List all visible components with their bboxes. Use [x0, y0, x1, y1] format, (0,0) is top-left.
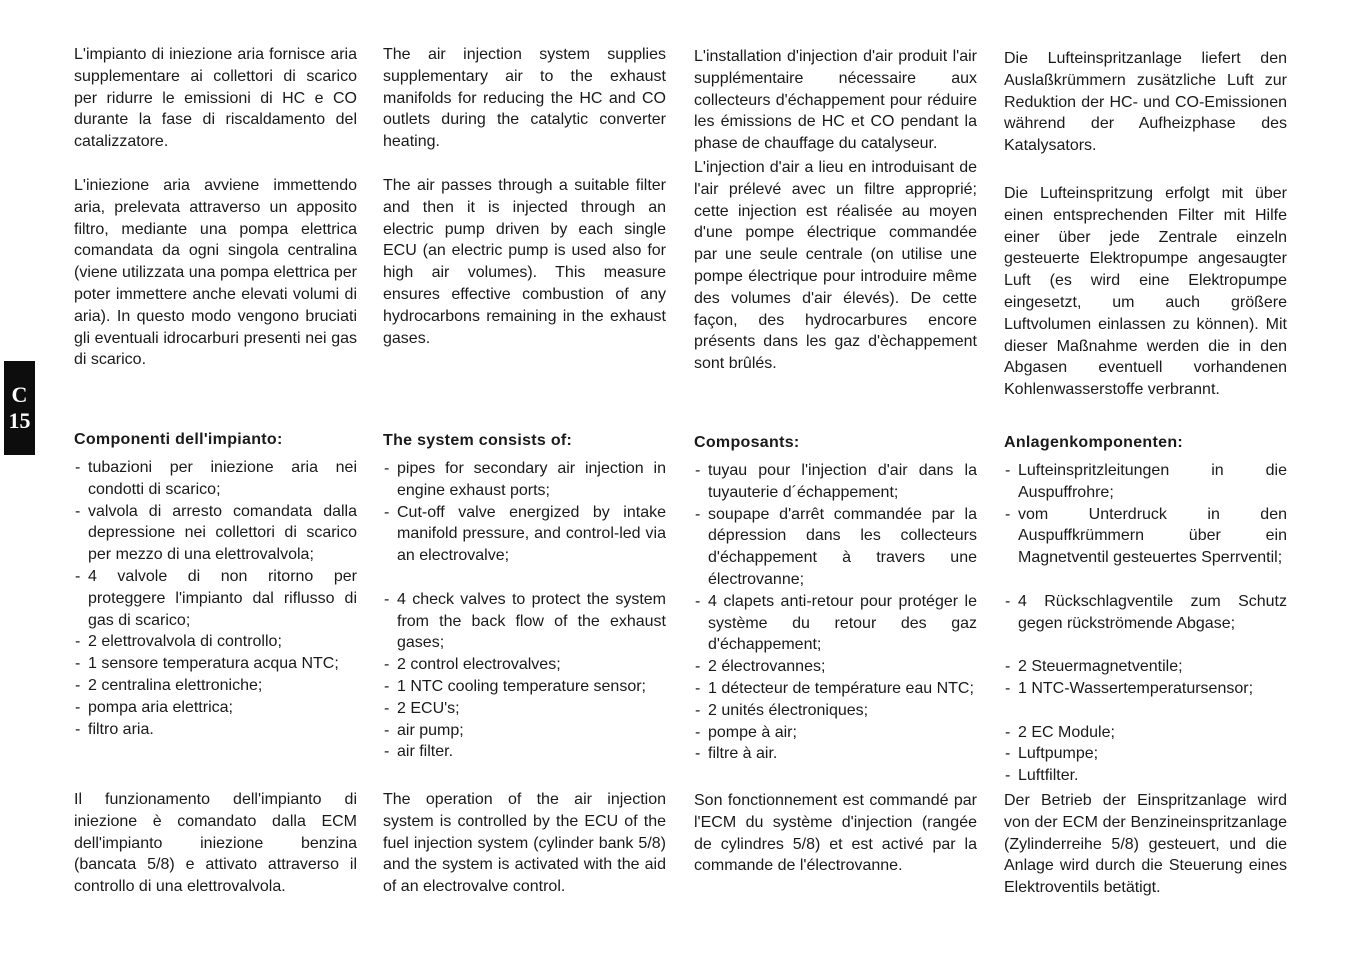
list-item: - 2 électrovannes; [694, 656, 977, 678]
list-item: - Lufteinspritzleitungen in die Auspuffrohre; [1004, 460, 1287, 504]
list-item: - pompa aria elettrica; [74, 697, 357, 719]
list-item: - soupape d'arrêt commandée par la dépression dans les collecteurs d'échappement à travers une électrovanne; [694, 504, 977, 591]
column-italian [74, 44, 357, 904]
list-item: - 2 elettrovalvola di controllo; [74, 631, 357, 653]
list-item: - pipes for secondary air injection in engine exhaust ports; [383, 458, 666, 502]
intro-paragraph: L'installation d'injection d'air produit l'air supplémentaire nécessaire aux collecteurs d'échappement pour réduire les émissions de HC et CO pendant la phase de chauffage du catalyseur. [694, 48, 977, 153]
intro-paragraph-2: L'injection d'air a lieu en introduisant de l'air prélevé avec un filtre approprié; cette injection est réalisée au moyen d'une pompe électrique commandée par une seule centrale (on utilise une pompe électrique pour introduire même des volumes d'air élevés). De cette façon, des hydrocarbures encore présents dans les gaz d'èchappement sont brûlés. [694, 158, 977, 373]
list-item: - 1 détecteur de température eau NTC; [694, 678, 977, 700]
list-item: - 1 NTC cooling temperature sensor; [383, 676, 666, 698]
intro-paragraph: Die Lufteinspritzanlage liefert den Auslaßkrümmern zusätzliche Luft zur Reduktion der HC- und CO-Emissionen während der Aufheizphase des Katalysators. [1004, 50, 1287, 155]
list-item: - pompe à air; [694, 722, 977, 744]
list-item: - 2 Steuermagnetventile; [1004, 656, 1287, 678]
column-french [694, 46, 977, 906]
components-heading: The system consists of: [383, 432, 573, 449]
intro-paragraph-2: L'iniezione aria avviene immettendo aria, prelevata attraverso un apposito filtro, mediante una pompa elettrica comandata da ogni singola centralina (viene utilizzata una pompa elettrica per poter immettere anche elevati volumi di aria). In questo modo vengono bruciati gli eventuali idrocarburi presenti nei gas di scarico. [74, 176, 357, 369]
operation-paragraph: Son fonctionnement est commandé par l'ECM du système d'injection (rangée de cylindres 5/8) et est activé par la commande de l'électrovanne. [694, 792, 977, 875]
operation-paragraph: The operation of the air injection system is controlled by the ECU of the fuel injection system (cylinder bank 5/8) and the system is activated with the aid of an electrovalve control. [383, 791, 666, 896]
list-item: - 2 control electrovalves; [383, 654, 666, 676]
list-item: - 1 NTC-Wassertemperatursensor; [1004, 678, 1287, 700]
list-item: - 4 Rückschlagventile zum Schutz gegen rückströmende Abgase; [1004, 591, 1287, 635]
components-list [1004, 460, 1287, 787]
list-item: - 4 clapets anti-retour pour protéger le système du retour des gaz d'échappement; [694, 591, 977, 656]
list-item: - tuyau pour l'injection d'air dans la tuyauterie d´échappement; [694, 460, 977, 504]
components-list [694, 460, 977, 765]
components-heading: Anlagenkomponenten: [1004, 434, 1184, 451]
list-item: - Luftfilter. [1004, 765, 1287, 787]
list-item: - vom Unterdruck in den Auspuffkrümmern über ein Magnetventil gesteuertes Sperrventil; [1004, 504, 1287, 569]
column-english [383, 44, 666, 924]
list-item: - 1 sensore temperatura acqua NTC; [74, 653, 357, 675]
list-item: - valvola di arresto comandata dalla depressione nei collettori di scarico per mezzo di una elettrovalvola; [74, 501, 357, 566]
intro-paragraph: The air injection system supplies supplementary air to the exhaust manifolds for reducing the HC and CO outlets during the catalytic converter heating. [383, 46, 666, 151]
list-item: - air filter. [383, 741, 666, 763]
operation-paragraph: Il funzionamento dell'impianto di iniezione è comandato dalla ECM dell'impianto iniezione benzina (bancata 5/8) e attivato attraverso il controllo di una elettrovalvola. [74, 791, 357, 896]
intro-paragraph: L'impianto di iniezione aria fornisce aria supplementare ai collettori di scarico per ridurre le emissioni di HC e CO durante la fase di riscaldamento del catalizzatore. [74, 46, 357, 151]
list-item: - filtre à air. [694, 743, 977, 765]
list-item: - filtro aria. [74, 719, 357, 741]
list-item: - 2 unités électroniques; [694, 700, 977, 722]
list-item: - air pump; [383, 720, 666, 742]
operation-paragraph: Der Betrieb der Einspritzanlage wird von der ECM der Benzineinspritzanlage (Zylinderreihe 5/8) gesteuert, und die Anlage wird durch die Steuerung eines Elektroventils betätigt. [1004, 792, 1287, 897]
list-item: - 2 ECU's; [383, 698, 666, 720]
components-list [383, 458, 666, 763]
list-item: - 4 check valves to protect the system from the back flow of the exhaust gases; [383, 589, 666, 654]
list-item: - 2 centralina elettroniche; [74, 675, 357, 697]
components-heading: Componenti dell'impianto: [74, 431, 283, 448]
list-item: - 4 valvole di non ritorno per proteggere l'impianto dal riflusso di gas di scarico; [74, 566, 357, 631]
list-item: - Cut-off valve energized by intake manifold pressure, and control-led via an electrovalve; [383, 502, 666, 567]
section-tab-number: 15 [8, 408, 31, 433]
section-tab [4, 361, 35, 455]
list-item: - tubazioni per iniezione aria nei condotti di scarico; [74, 457, 357, 501]
intro-paragraph-2: The air passes through a suitable filter and then it is injected through an electric pump driven by each single ECU (an electric pump is used also for high air volumes). This measure ensures effective combustion of any hydrocarbons remaining in the exhaust gases. [383, 176, 666, 347]
list-item: - Luftpumpe; [1004, 743, 1287, 765]
intro-paragraph-2: Die Lufteinspritzung erfolgt mit über einen entsprechenden Filter mit Hilfe einer über jede Zentrale einzeln gesteuerte Elektropumpe angesaugter Luft (es wird eine Elektropumpe eingesetzt, um auch größere Luftvolumen einlassen zu können). Mit dieser Maßnahme werden die in den Abgasen eventuell vorhandenen Kohlenwasserstoffe verbrannt. [1004, 184, 1287, 399]
components-heading: Composants: [694, 434, 800, 451]
column-german [1004, 48, 1287, 928]
components-list [74, 457, 357, 740]
list-item: - 2 EC Module; [1004, 722, 1287, 744]
section-tab-letter: C [11, 382, 28, 407]
